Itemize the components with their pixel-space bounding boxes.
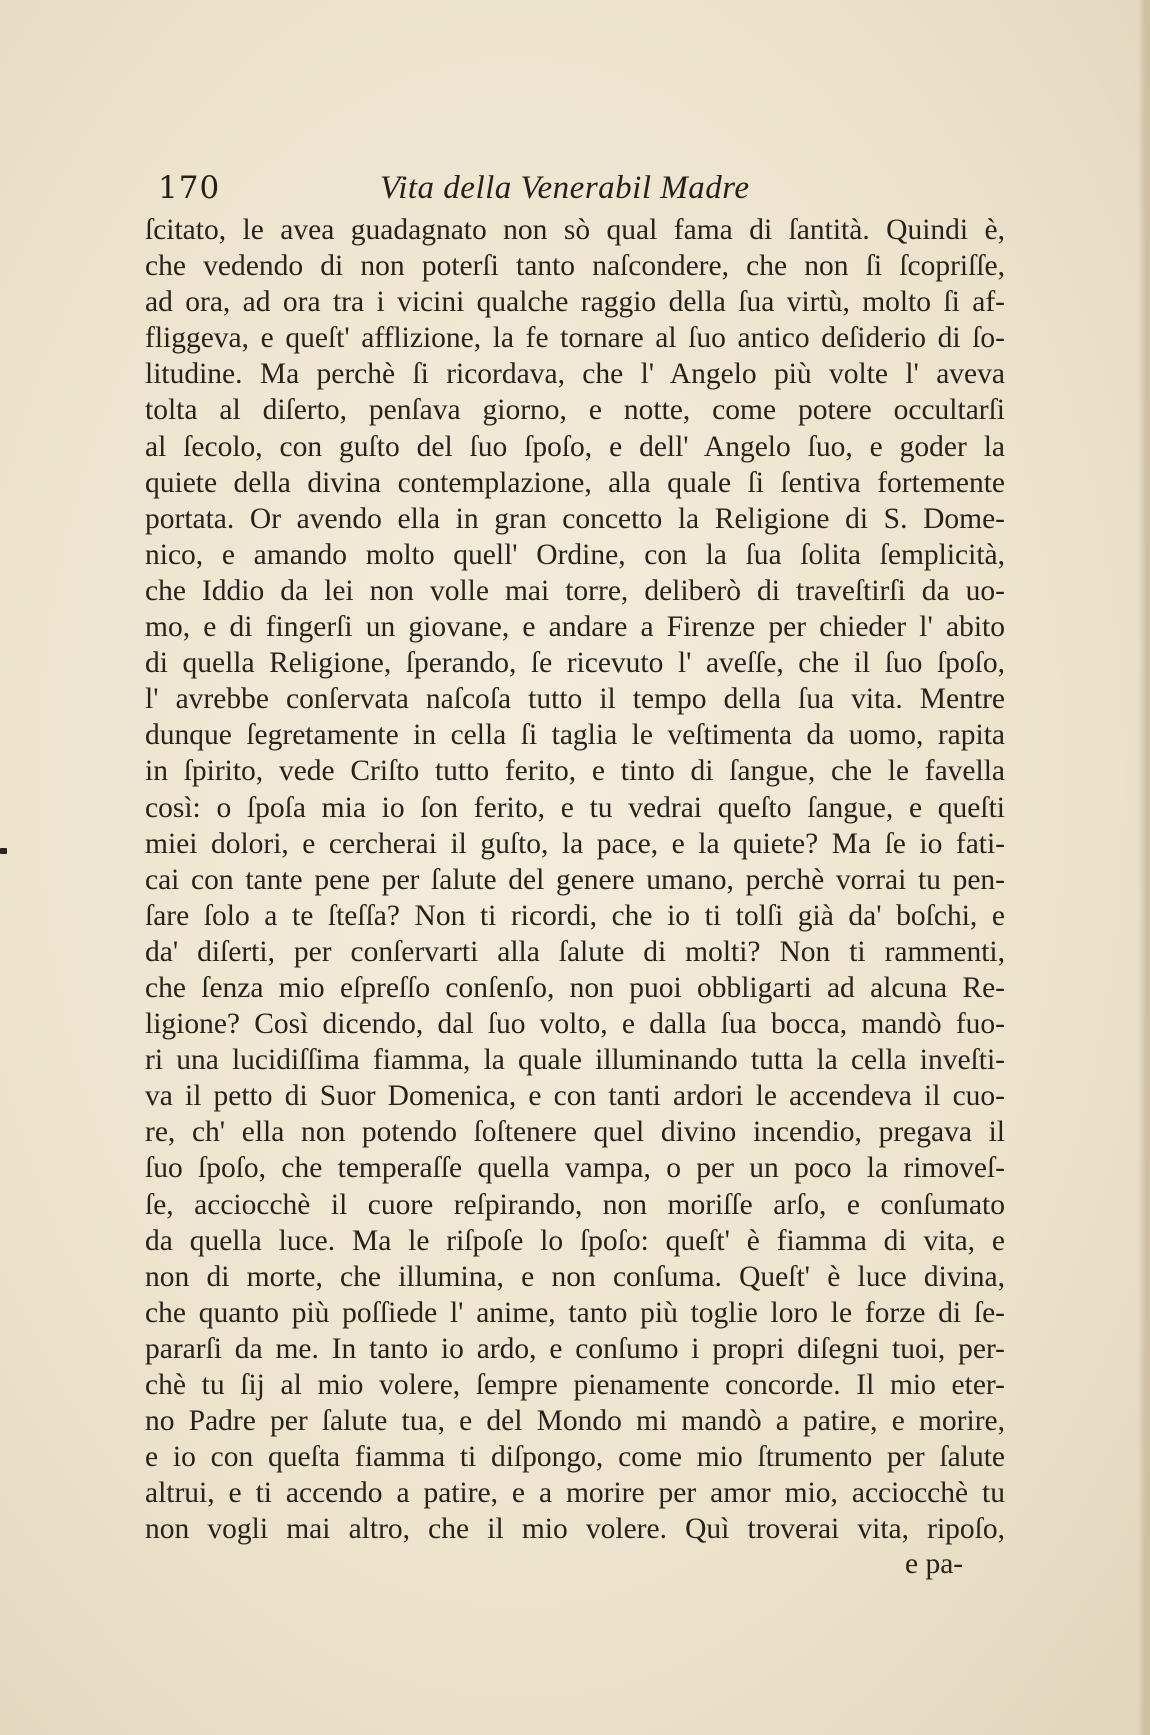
text-line: litudine. Ma perchè ſi ricordava, che l' Angelo più volte l' aveva (145, 358, 1005, 391)
text-line: cai con tante pene per ſalute del genere umano, perchè vorrai tu pen- (145, 863, 1005, 896)
text-line: miei dolori, e cercherai il guſto, la pace, e la quiete? Ma ſe io fati- (145, 827, 1005, 860)
spine-edge (1146, 0, 1150, 1735)
page-number: 170 (158, 170, 221, 206)
text-line: e io con queſta fiamma ti diſpongo, come mio ſtrumento per ſalute (145, 1441, 1005, 1474)
text-line: chè tu ſij al mio volere, ſempre pienamente concorde. Il mio eter- (145, 1369, 1005, 1401)
text-line: mo, e di fingerſi un giovane, e andare a Firenze per chieder l' abito (145, 611, 1005, 644)
catchword: e pa- (905, 1548, 964, 1580)
text-line: così: o ſpoſa mia io ſon ferito, e tu vedrai queſto ſangue, e queſti (145, 791, 1005, 824)
text-line: nico, e amando molto quell' Ordine, con la ſua ſolita ſemplicità, (145, 538, 1005, 571)
text-line: che vedendo di non poterſi tanto naſcondere, che non ſi ſcopriſſe, (145, 250, 1005, 283)
text-line: che quanto più poſſiede l' anime, tanto più toglie loro le forze di ſe- (145, 1296, 1005, 1329)
text-line: re, ch' ella non potendo ſoſtenere quel divino incendio, pregava il (145, 1116, 1005, 1149)
text-line: ad ora, ad ora tra i vicini qualche raggio della ſua virtù, molto ſi af- (145, 286, 1005, 319)
text-line: portata. Or avendo ella in gran concetto la Religione di S. Dome- (145, 502, 1005, 535)
text-line: ſuo ſpoſo, che temperaſſe quella vampa, o per un poco la rimoveſ- (145, 1152, 1005, 1185)
text-line: ri una lucidiſſima fiamma, la quale illuminando tutta la cella inveſti- (145, 1044, 1005, 1077)
text-line: non di morte, che illumina, e non conſuma. Queſt' è luce divina, (145, 1260, 1005, 1293)
ink-speck (0, 848, 7, 854)
text-line: va il petto di Suor Domenica, e con tanti ardori le accendeva il cuo- (145, 1080, 1005, 1113)
text-line: ſe, acciocchè il cuore reſpirando, non moriſſe arſo, e conſumato (145, 1188, 1005, 1221)
body-text (145, 212, 1005, 1547)
text-line: in ſpirito, vede Criſto tutto ferito, e tinto di ſangue, che le favella (145, 755, 1005, 788)
text-line: al ſecolo, con guſto del ſuo ſpoſo, e dell' Angelo ſuo, e goder la (145, 430, 1005, 463)
text-line: tolta al diſerto, penſava giorno, e notte, come potere occultarſi (145, 394, 1005, 427)
text-line: ſare ſolo a te ſteſſa? Non ti ricordi, che io ti tolſi già da' boſchi, e (145, 899, 1005, 932)
text-line: che Iddio da lei non volle mai torre, deliberò di traveſtirſi da uo- (145, 574, 1005, 607)
text-line: no Padre per ſalute tua, e del Mondo mi mandò a patire, e morire, (145, 1405, 1005, 1438)
text-line: ſcitato, le avea guadagnato non sò qual fama di ſantità. Quindi è, (145, 214, 1005, 246)
text-line: di quella Religione, ſperando, ſe ricevuto l' aveſſe, che il ſuo ſpoſo, (145, 647, 1005, 680)
text-line: ligione? Così dicendo, dal ſuo volto, e dalla ſua bocca, mandò fuo- (145, 1008, 1005, 1041)
text-line: l' avrebbe conſervata naſcoſa tutto il tempo della ſua vita. Mentre (145, 683, 1005, 716)
text-line: quiete della divina contemplazione, alla quale ſi ſentiva fortemente (145, 466, 1005, 499)
text-line: che ſenza mio eſpreſſo conſenſo, non puoi obbligarti ad alcuna Re- (145, 971, 1005, 1004)
text-line: pararſi da me. In tanto io ardo, e conſumo i propri diſegni tuoi, per- (145, 1332, 1005, 1365)
text-line: fliggeva, e queſt' afflizione, la fe tornare al ſuo antico deſiderio di ſo- (145, 322, 1005, 355)
text-line: altrui, e ti accendo a patire, e a morire per amor mio, acciocchè tu (145, 1477, 1005, 1510)
running-head (158, 170, 1018, 210)
text-line: non vogli mai altro, che il mio volere. Quì troverai vita, ripoſo, (145, 1513, 1005, 1546)
text-line: da quella luce. Ma le riſpoſe lo ſpoſo: queſt' è fiamma di vita, e (145, 1224, 1005, 1257)
running-title: Vita della Venerabil Madre (380, 170, 750, 206)
text-line: dunque ſegretamente in cella ſi taglia le veſtimenta da uomo, rapita (145, 719, 1005, 752)
text-line: da' diſerti, per conſervarti alla ſalute di molti? Non ti rammenti, (145, 935, 1005, 968)
